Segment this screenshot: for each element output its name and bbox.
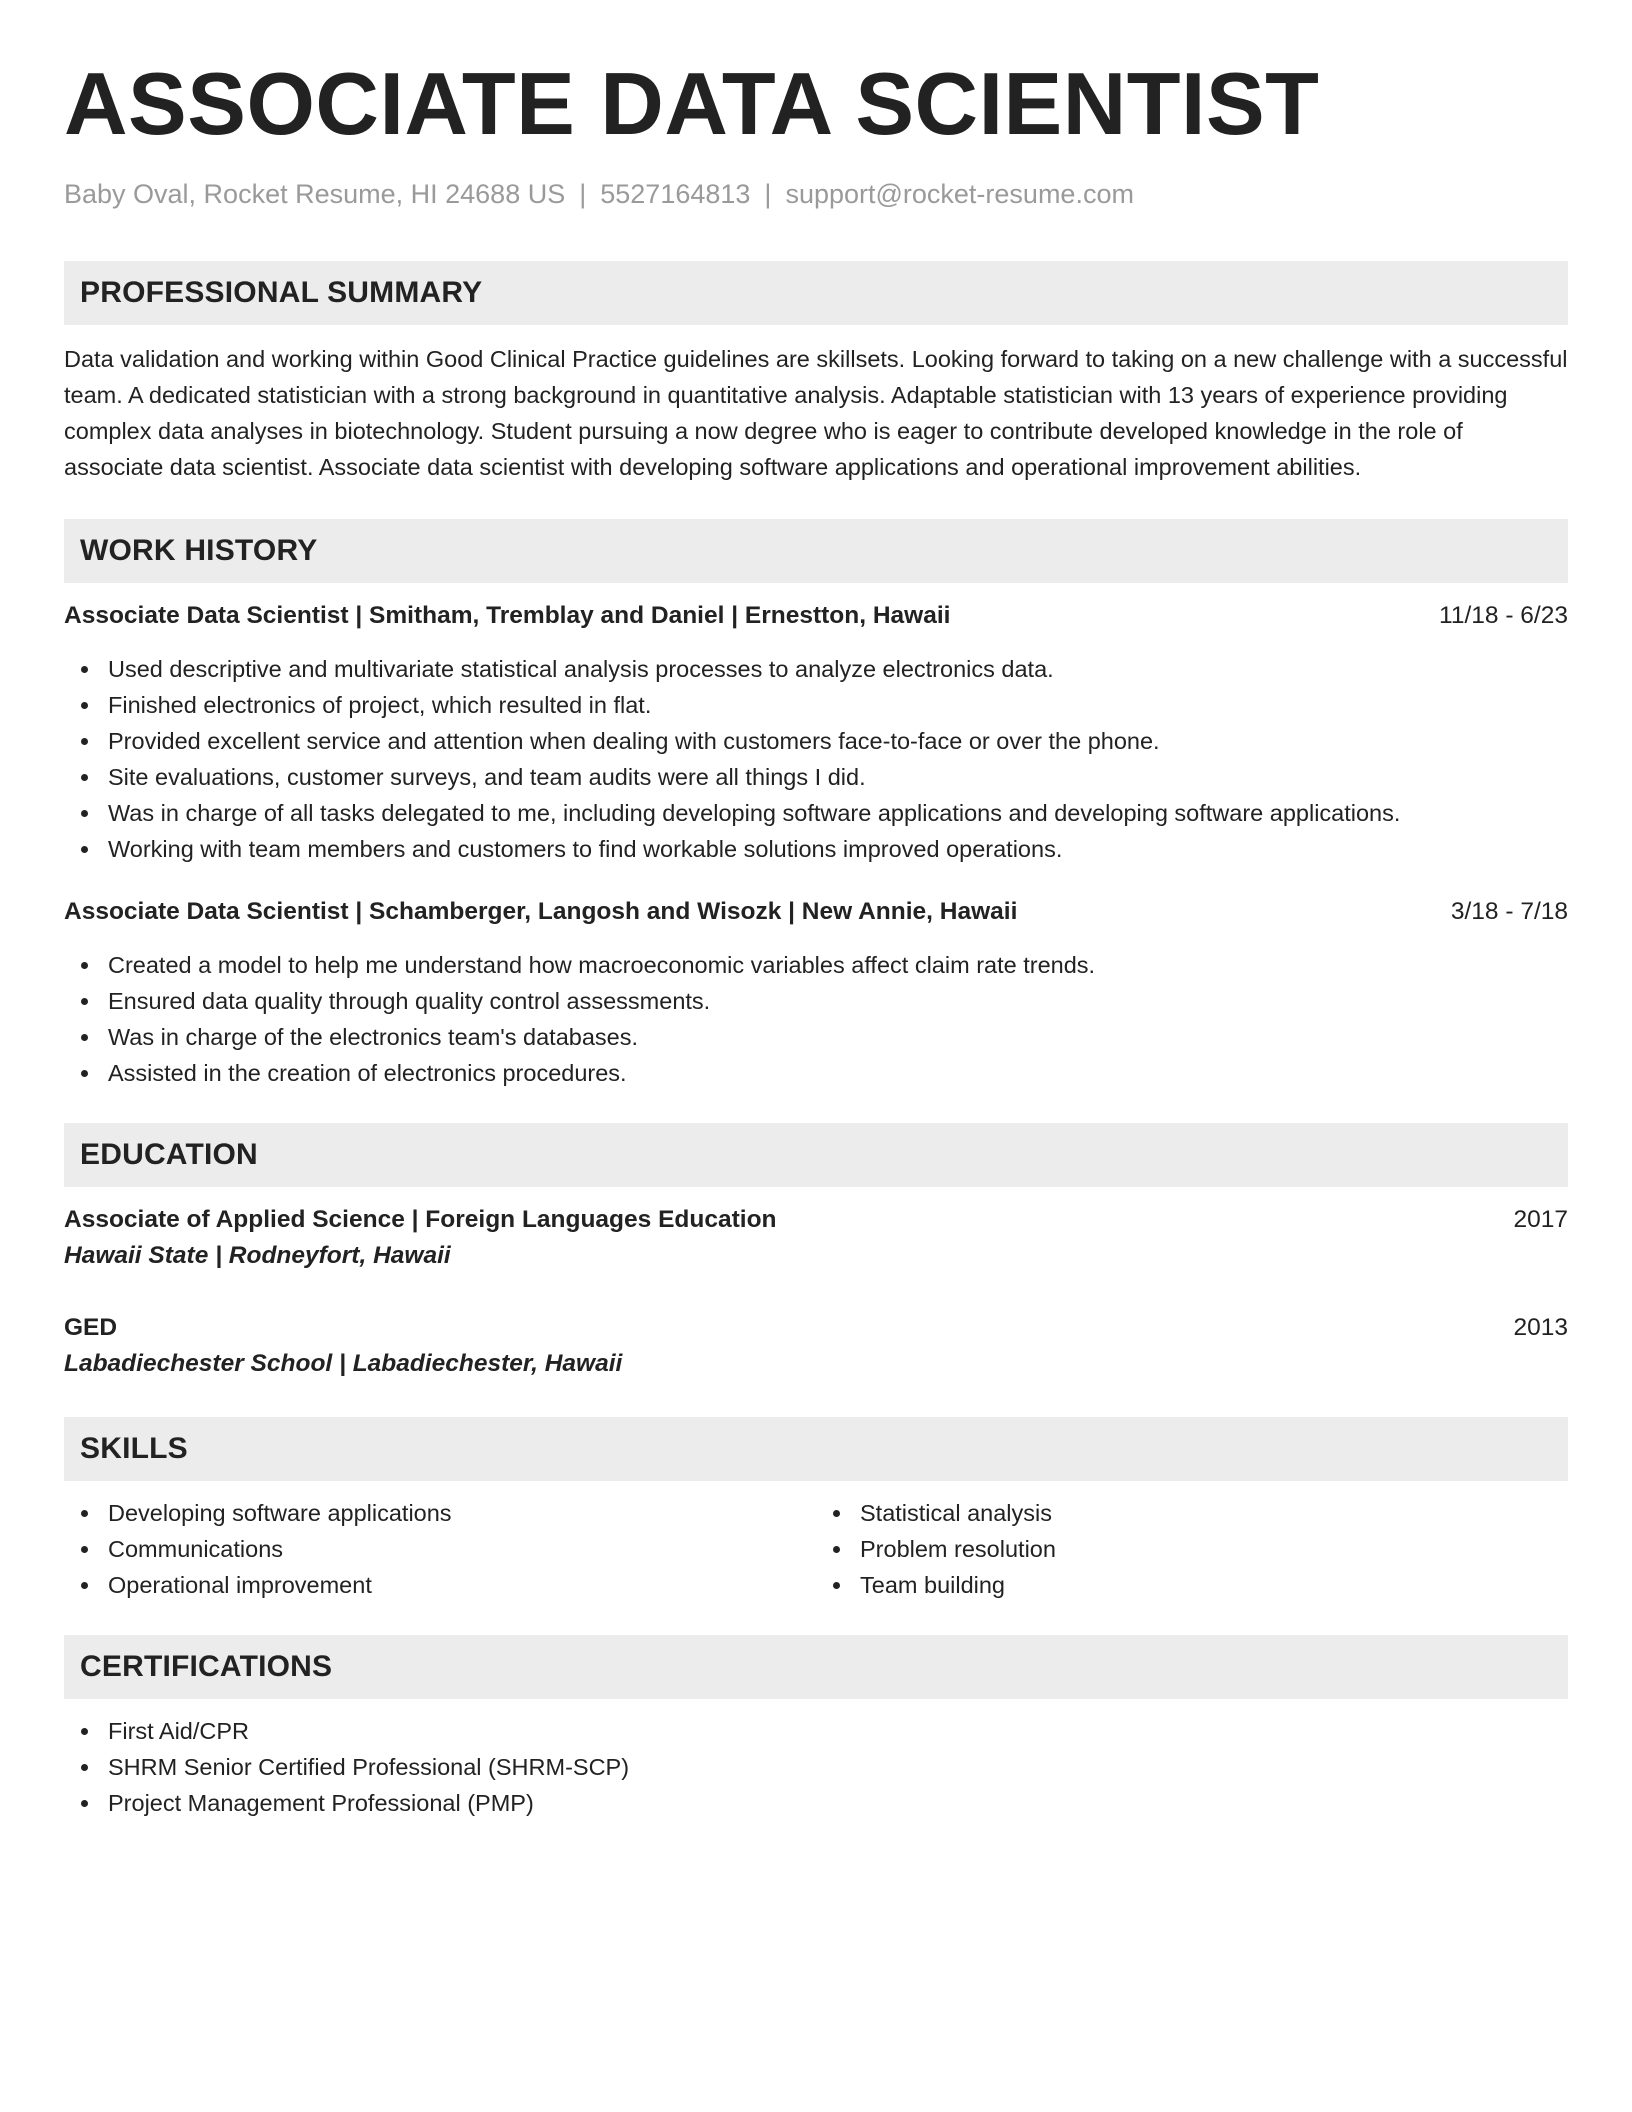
list-item: Operational improvement	[64, 1567, 816, 1603]
section-header-certifications: CERTIFICATIONS	[64, 1635, 1568, 1699]
section-header-skills: SKILLS	[64, 1417, 1568, 1481]
list-item: Used descriptive and multivariate statistical analysis processes to analyze electronics data.	[64, 651, 1568, 687]
list-item: Statistical analysis	[816, 1495, 1568, 1531]
skills-list	[64, 1495, 1568, 1603]
section-header-education: EDUCATION	[64, 1123, 1568, 1187]
job-bullets	[64, 947, 1568, 1091]
list-item: Provided excellent service and attention when dealing with customers face-to-face or over the phone.	[64, 723, 1568, 759]
list-item: Project Management Professional (PMP)	[64, 1785, 1568, 1821]
summary-text: Data validation and working within Good Clinical Practice guidelines are skillsets. Looking forward to taking on a new challenge with a successful team. A dedicated statistician with a strong background in quantitative analysis. Adaptable statistician with 13 years of experience providing complex data analyses in biotechnology. Student pursuing a now degree who is eager to contribute developed knowledge in the role of associate data scientist. Associate data scientist with developing software applications and operational improvement abilities.	[64, 346, 1568, 480]
list-item: First Aid/CPR	[64, 1713, 1568, 1749]
section-header-summary: PROFESSIONAL SUMMARY	[64, 261, 1568, 325]
list-item: Created a model to help me understand how macroeconomic variables affect claim rate trends.	[64, 947, 1568, 983]
education-entry	[64, 1203, 1568, 1275]
job-title: Associate Data Scientist | Schamberger, Langosh and Wisozk | New Annie, Hawaii	[64, 898, 1018, 925]
contact-separator: |	[579, 179, 587, 209]
list-item: Problem resolution	[816, 1531, 1568, 1567]
education-entry	[64, 1311, 1568, 1383]
education-school: Hawaii State | Rodneyfort, Hawaii	[64, 1242, 451, 1269]
education-header	[64, 1311, 1568, 1345]
job-bullets	[64, 651, 1568, 867]
list-item: Assisted in the creation of electronics procedures.	[64, 1055, 1568, 1091]
contact-phone: 5527164813	[600, 179, 751, 209]
job-entry	[64, 599, 1568, 867]
skills-column-left	[64, 1495, 816, 1603]
list-item: Team building	[816, 1567, 1568, 1603]
job-header	[64, 895, 1568, 929]
contact-line	[64, 176, 1568, 212]
job-title: Associate Data Scientist | Smitham, Tremblay and Daniel | Ernestton, Hawaii	[64, 602, 951, 629]
contact-address: Baby Oval, Rocket Resume, HI 24688 US	[64, 179, 566, 209]
skills-column-right	[816, 1495, 1568, 1603]
list-item: Developing software applications	[64, 1495, 816, 1531]
job-dates: 11/18 - 6/23	[1439, 602, 1568, 629]
job-header	[64, 599, 1568, 633]
resume-name: ASSOCIATE DATA SCIENTIST	[64, 54, 1320, 153]
job-entry	[64, 895, 1568, 1091]
certifications-list	[64, 1713, 1568, 1821]
contact-separator: |	[764, 179, 772, 209]
list-item: Site evaluations, customer surveys, and team audits were all things I did.	[64, 759, 1568, 795]
education-school: Labadiechester School | Labadiechester, Hawaii	[64, 1350, 623, 1377]
education-year: 2017	[1513, 1206, 1568, 1233]
list-item: Ensured data quality through quality control assessments.	[64, 983, 1568, 1019]
section-header-work-history: WORK HISTORY	[64, 519, 1568, 583]
list-item: SHRM Senior Certified Professional (SHRM-SCP)	[64, 1749, 1568, 1785]
education-header	[64, 1203, 1568, 1237]
job-dates: 3/18 - 7/18	[1450, 898, 1568, 925]
education-year: 2013	[1513, 1314, 1568, 1341]
list-item: Finished electronics of project, which resulted in flat.	[64, 687, 1568, 723]
education-degree: Associate of Applied Science | Foreign Languages Education	[64, 1206, 777, 1233]
list-item: Communications	[64, 1531, 816, 1567]
list-item: Was in charge of the electronics team's databases.	[64, 1019, 1568, 1055]
contact-email: support@rocket-resume.com	[785, 179, 1134, 209]
education-degree: GED	[64, 1314, 118, 1341]
list-item: Working with team members and customers to find workable solutions improved operations.	[64, 831, 1568, 867]
list-item: Was in charge of all tasks delegated to me, including developing software applications and developing software applications.	[64, 795, 1568, 831]
